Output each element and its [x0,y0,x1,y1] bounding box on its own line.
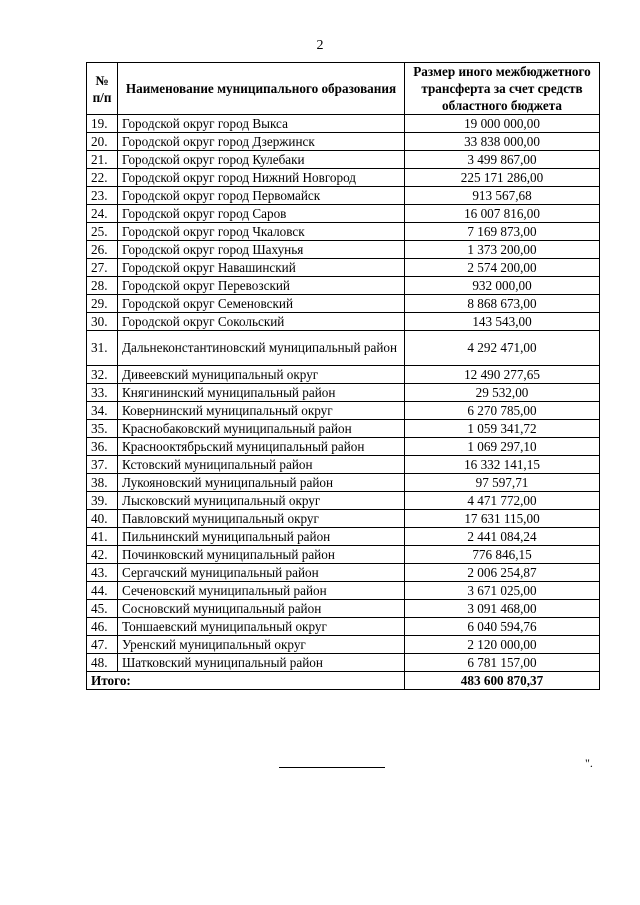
row-transfer-amount: 3 499 867,00 [405,151,600,169]
row-number: 27. [87,259,118,277]
row-municipality-name: Краснобаковский муниципальный район [118,420,405,438]
row-transfer-amount: 2 574 200,00 [405,259,600,277]
row-number: 22. [87,169,118,187]
row-transfer-amount: 225 171 286,00 [405,169,600,187]
row-municipality-name: Городской округ город Саров [118,205,405,223]
total-amount: 483 600 870,37 [405,672,600,690]
table-row [87,313,600,331]
row-transfer-amount: 8 868 673,00 [405,295,600,313]
table-row [87,241,600,259]
total-row [87,672,600,690]
row-number: 37. [87,456,118,474]
table-row [87,366,600,384]
row-transfer-amount: 2 120 000,00 [405,636,600,654]
row-number: 33. [87,384,118,402]
row-transfer-amount: 776 846,15 [405,546,600,564]
row-transfer-amount: 4 471 772,00 [405,492,600,510]
table-row [87,205,600,223]
row-transfer-amount: 29 532,00 [405,384,600,402]
row-municipality-name: Городской округ Навашинский [118,259,405,277]
row-transfer-amount: 1 069 297,10 [405,438,600,456]
row-number: 45. [87,600,118,618]
header-transfer-amount: Размер иного межбюджетного трансферта за счет средств областного бюджета [405,63,600,115]
table-row [87,295,600,313]
row-transfer-amount: 1 059 341,72 [405,420,600,438]
row-municipality-name: Лысковский муниципальный округ [118,492,405,510]
row-municipality-name: Лукояновский муниципальный район [118,474,405,492]
row-transfer-amount: 2 441 084,24 [405,528,600,546]
row-municipality-name: Городской округ город Дзержинск [118,133,405,151]
signature-line [279,767,385,768]
table-row [87,492,600,510]
table-row [87,331,600,366]
page-number: 2 [316,38,324,53]
row-municipality-name: Кстовский муниципальный район [118,456,405,474]
row-number: 48. [87,654,118,672]
table-row [87,115,600,133]
table-row [87,384,600,402]
row-municipality-name: Тоншаевский муниципальный округ [118,618,405,636]
header-number: № п/п [87,63,118,115]
table-row [87,564,600,582]
table-row [87,600,600,618]
row-number: 43. [87,564,118,582]
row-transfer-amount: 16 007 816,00 [405,205,600,223]
row-transfer-amount: 19 000 000,00 [405,115,600,133]
row-municipality-name: Павловский муниципальный округ [118,510,405,528]
row-number: 31. [87,331,118,366]
row-municipality-name: Городской округ Сокольский [118,313,405,331]
row-number: 28. [87,277,118,295]
row-municipality-name: Дивеевский муниципальный округ [118,366,405,384]
table-row [87,187,600,205]
row-municipality-name: Сергачский муниципальный район [118,564,405,582]
table-row [87,169,600,187]
row-municipality-name: Городской округ Перевозский [118,277,405,295]
row-number: 21. [87,151,118,169]
transfer-table [86,62,600,690]
total-label: Итого: [87,672,405,690]
row-number: 23. [87,187,118,205]
row-municipality-name: Городской округ город Шахунья [118,241,405,259]
row-number: 41. [87,528,118,546]
row-municipality-name: Починковский муниципальный район [118,546,405,564]
row-transfer-amount: 932 000,00 [405,277,600,295]
table-row [87,654,600,672]
table-row [87,223,600,241]
row-transfer-amount: 17 631 115,00 [405,510,600,528]
row-number: 40. [87,510,118,528]
row-transfer-amount: 97 597,71 [405,474,600,492]
row-municipality-name: Сосновский муниципальный район [118,600,405,618]
row-transfer-amount: 6 040 594,76 [405,618,600,636]
row-transfer-amount: 913 567,68 [405,187,600,205]
table-row [87,546,600,564]
row-transfer-amount: 33 838 000,00 [405,133,600,151]
row-number: 32. [87,366,118,384]
row-municipality-name: Городской округ город Чкаловск [118,223,405,241]
header-municipality-name: Наименование муниципального образования [118,63,405,115]
table-body [87,115,600,672]
row-transfer-amount: 143 543,00 [405,313,600,331]
row-transfer-amount: 6 781 157,00 [405,654,600,672]
row-municipality-name: Городской округ Семеновский [118,295,405,313]
row-number: 30. [87,313,118,331]
table-row [87,528,600,546]
row-number: 20. [87,133,118,151]
row-number: 47. [87,636,118,654]
row-transfer-amount: 3 671 025,00 [405,582,600,600]
table-row [87,456,600,474]
table-row [87,438,600,456]
table-row [87,151,600,169]
row-municipality-name: Княгининский муниципальный район [118,384,405,402]
row-number: 25. [87,223,118,241]
table-row [87,582,600,600]
row-transfer-amount: 1 373 200,00 [405,241,600,259]
table-row [87,402,600,420]
row-number: 46. [87,618,118,636]
row-municipality-name: Уренский муниципальный округ [118,636,405,654]
table-row [87,420,600,438]
row-number: 44. [87,582,118,600]
row-municipality-name: Шатковский муниципальный район [118,654,405,672]
row-transfer-amount: 3 091 468,00 [405,600,600,618]
row-transfer-amount: 6 270 785,00 [405,402,600,420]
table-row [87,133,600,151]
row-number: 34. [87,402,118,420]
table-header-row [87,63,600,115]
row-number: 36. [87,438,118,456]
row-transfer-amount: 2 006 254,87 [405,564,600,582]
row-transfer-amount: 7 169 873,00 [405,223,600,241]
row-transfer-amount: 16 332 141,15 [405,456,600,474]
row-municipality-name: Городской округ город Нижний Новгород [118,169,405,187]
row-number: 42. [87,546,118,564]
table-row [87,474,600,492]
row-number: 38. [87,474,118,492]
table-row [87,618,600,636]
closing-quote-mark: ". [585,756,593,770]
row-municipality-name: Дальнеконстантиновский муниципальный район [118,331,405,366]
row-municipality-name: Сеченовский муниципальный район [118,582,405,600]
table-row [87,636,600,654]
table-row [87,259,600,277]
row-number: 35. [87,420,118,438]
row-municipality-name: Городской округ город Кулебаки [118,151,405,169]
row-number: 29. [87,295,118,313]
row-municipality-name: Городской округ город Выкса [118,115,405,133]
table-row [87,277,600,295]
row-transfer-amount: 4 292 471,00 [405,331,600,366]
row-municipality-name: Пильнинский муниципальный район [118,528,405,546]
row-number: 39. [87,492,118,510]
row-number: 24. [87,205,118,223]
row-number: 19. [87,115,118,133]
row-municipality-name: Ковернинский муниципальный округ [118,402,405,420]
row-municipality-name: Краснооктябрьский муниципальный район [118,438,405,456]
row-number: 26. [87,241,118,259]
row-municipality-name: Городской округ город Первомайск [118,187,405,205]
row-transfer-amount: 12 490 277,65 [405,366,600,384]
table-row [87,510,600,528]
